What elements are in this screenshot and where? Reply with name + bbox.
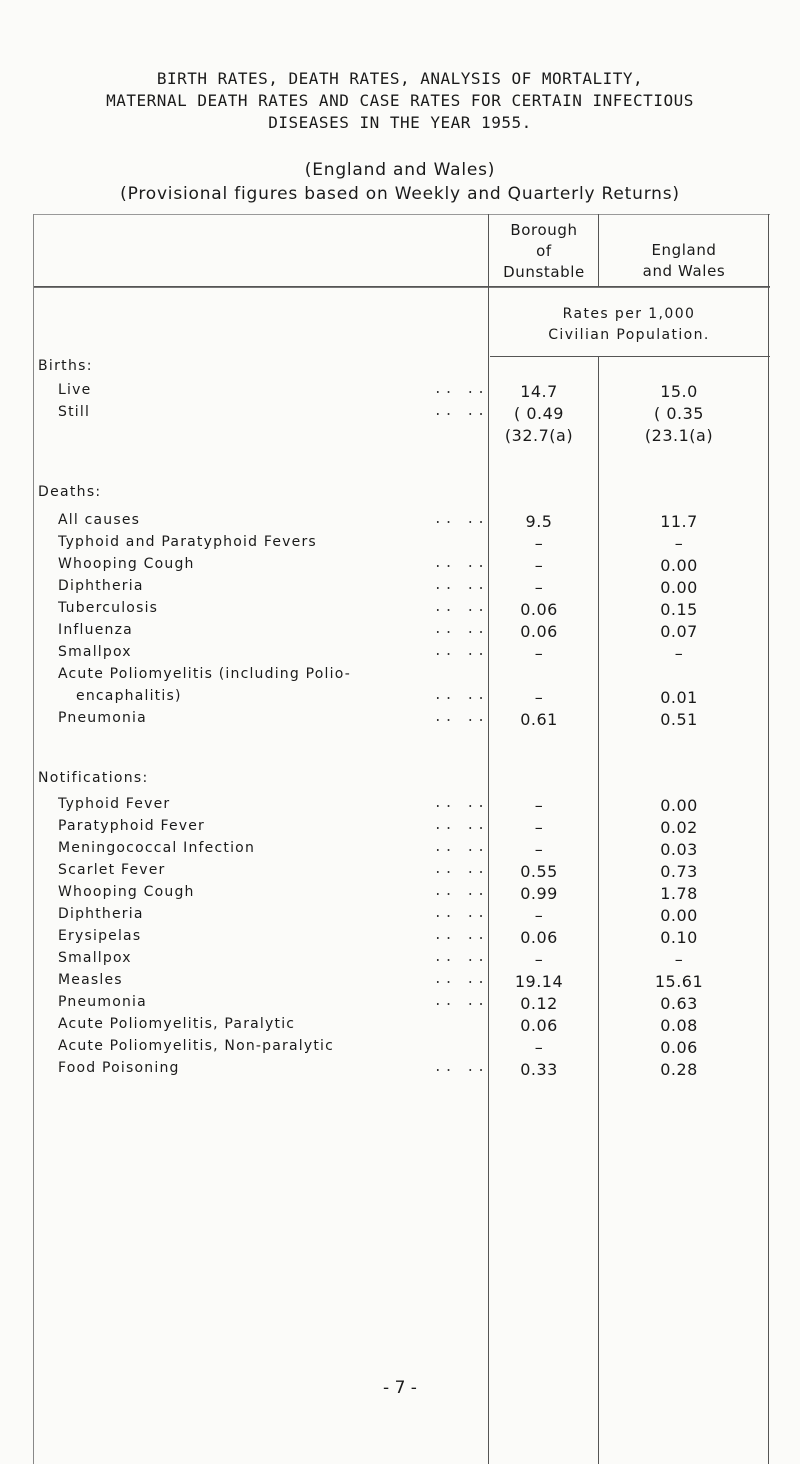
table-row: [0, 994, 800, 1016]
england-value: 0.00: [660, 796, 698, 815]
row-label: Smallpox: [58, 950, 132, 966]
table-row: [0, 796, 800, 818]
dunstable-value: 0.55: [520, 862, 558, 881]
england-value: 0.28: [660, 1060, 698, 1079]
table-row: [0, 884, 800, 906]
leader-dots: .. ..: [433, 862, 488, 877]
page-number: - 7 -: [383, 1378, 417, 1398]
row-label: encaphalitis): [76, 688, 182, 704]
table-row: [0, 578, 800, 600]
table-row: [0, 862, 800, 884]
leader-dots: .. ..: [433, 512, 488, 527]
title-line-3: DISEASES IN THE YEAR 1955.: [268, 113, 532, 132]
header-rates: [490, 304, 768, 346]
table-row: [0, 666, 800, 688]
england-value: ( 0.35: [654, 404, 704, 423]
title-line-2: MATERNAL DEATH RATES AND CASE RATES FOR CERTAIN INFECTIOUS: [106, 91, 694, 110]
leader-dots: .. ..: [433, 578, 488, 593]
england-value: 15.61: [654, 972, 704, 991]
leader-dots: .. ..: [433, 600, 488, 615]
leader-dots: .. ..: [433, 818, 488, 833]
table-row: [0, 426, 800, 448]
row-label: Typhoid and Paratyphoid Fevers: [58, 534, 317, 550]
rule-rates: [490, 356, 770, 357]
dunstable-value: 0.33: [520, 1060, 558, 1079]
dunstable-value: 0.06: [520, 600, 558, 619]
dunstable-value: 9.5: [525, 512, 553, 531]
england-value: 0.00: [660, 578, 698, 597]
table-row: [0, 382, 800, 404]
rule-top-2: [33, 287, 770, 288]
england-value: 0.15: [660, 600, 698, 619]
row-label: Acute Poliomyelitis, Paralytic: [58, 1016, 296, 1032]
row-label: Tuberculosis: [58, 600, 159, 616]
table-row: [0, 600, 800, 622]
dunstable-value: –: [534, 840, 544, 859]
table-row: [0, 840, 800, 862]
england-value: 0.02: [660, 818, 698, 837]
row-label: Pneumonia: [58, 710, 147, 726]
dunstable-value: –: [534, 578, 544, 597]
dunstable-value: ( 0.49: [514, 404, 564, 423]
row-label: Diphtheria: [58, 906, 144, 922]
header-borough-line: Borough: [510, 221, 578, 239]
header-england: [600, 240, 768, 282]
dunstable-value: –: [534, 688, 544, 707]
title-line-1: BIRTH RATES, DEATH RATES, ANALYSIS OF MORTALITY,: [156, 69, 644, 88]
leader-dots: .. ..: [433, 688, 488, 703]
leader-dots: .. ..: [433, 1060, 488, 1075]
dunstable-value: (32.7(a): [504, 426, 574, 445]
dunstable-value: 0.06: [520, 928, 558, 947]
leader-dots: .. ..: [433, 556, 488, 571]
england-value: –: [674, 644, 684, 663]
table-row: [0, 1016, 800, 1038]
england-value: 0.01: [660, 688, 698, 707]
leader-dots: .. ..: [433, 906, 488, 921]
dunstable-value: –: [534, 534, 544, 553]
row-label: Scarlet Fever: [58, 862, 166, 878]
row-label: Whooping Cough: [58, 884, 195, 900]
dunstable-value: 0.12: [520, 994, 558, 1013]
row-label: Acute Poliomyelitis, Non-paralytic: [58, 1038, 335, 1054]
dunstable-value: –: [534, 1038, 544, 1057]
rule-col2-head: [598, 214, 599, 286]
england-value: 0.00: [660, 906, 698, 925]
leader-dots: .. ..: [433, 884, 488, 899]
leader-dots: .. ..: [433, 994, 488, 1009]
row-label: Food Poisoning: [58, 1060, 180, 1076]
england-value: 0.08: [660, 1016, 698, 1035]
row-label: All causes: [58, 512, 141, 528]
leader-dots: .. ..: [433, 928, 488, 943]
leader-dots: .. ..: [433, 622, 488, 637]
england-value: –: [674, 950, 684, 969]
row-label: Meningococcal Infection: [58, 840, 256, 856]
dunstable-value: 0.99: [520, 884, 558, 903]
table-row: [0, 972, 800, 994]
table-row: [0, 404, 800, 426]
row-label: Still: [58, 404, 91, 420]
leader-dots: .. ..: [433, 710, 488, 725]
header-borough: [490, 220, 598, 283]
england-value: 0.07: [660, 622, 698, 641]
england-value: 0.73: [660, 862, 698, 881]
dunstable-value: 0.06: [520, 622, 558, 641]
leader-dots: .. ..: [433, 972, 488, 987]
leader-dots: .. ..: [433, 644, 488, 659]
table-row: [0, 928, 800, 950]
table-row: [0, 906, 800, 928]
england-value: 0.06: [660, 1038, 698, 1057]
row-label: Live: [58, 382, 92, 398]
dunstable-value: 0.06: [520, 1016, 558, 1035]
section-heading-births: Births:: [38, 358, 93, 374]
row-label: Typhoid Fever: [58, 796, 171, 812]
header-rates-line: Rates per 1,000: [562, 306, 696, 322]
section-heading-deaths: Deaths:: [38, 484, 102, 500]
table-row: [0, 818, 800, 840]
subtitle-source: (Provisional figures based on Weekly and Quarterly Returns): [120, 184, 680, 204]
england-value: –: [674, 534, 684, 553]
leader-dots: .. ..: [433, 796, 488, 811]
england-value: 11.7: [660, 512, 698, 531]
leader-dots: .. ..: [433, 404, 488, 419]
row-label: Erysipelas: [58, 928, 142, 944]
row-label: Diphtheria: [58, 578, 144, 594]
dunstable-value: –: [534, 556, 544, 575]
england-value: 0.10: [660, 928, 698, 947]
england-value: 15.0: [660, 382, 698, 401]
table-row: [0, 622, 800, 644]
header-england-line: and Wales: [642, 262, 726, 280]
dunstable-value: –: [534, 644, 544, 663]
table-row: [0, 534, 800, 556]
row-label: Pneumonia: [58, 994, 147, 1010]
dunstable-value: 0.61: [520, 710, 558, 729]
dunstable-value: –: [534, 950, 544, 969]
england-value: (23.1(a): [644, 426, 714, 445]
rule-head: [33, 214, 770, 215]
row-label: Measles: [58, 972, 123, 988]
row-label: Paratyphoid Fever: [58, 818, 206, 834]
subtitle-region: (England and Wales): [304, 160, 496, 180]
table-row: [0, 710, 800, 732]
table-row: [0, 1038, 800, 1060]
leader-dots: .. ..: [433, 382, 488, 397]
england-value: 1.78: [660, 884, 698, 903]
leader-dots: .. ..: [433, 840, 488, 855]
dunstable-value: 14.7: [520, 382, 558, 401]
row-label: Acute Poliomyelitis (including Polio-: [58, 666, 351, 682]
table-row: [0, 512, 800, 534]
section-heading-notifications: Notifications:: [38, 770, 149, 786]
table-row: [0, 1060, 800, 1082]
leader-dots: .. ..: [433, 950, 488, 965]
row-label: Smallpox: [58, 644, 132, 660]
header-borough-line: Dunstable: [503, 263, 585, 281]
england-value: 0.51: [660, 710, 698, 729]
england-value: 0.63: [660, 994, 698, 1013]
header-borough-line: of: [536, 242, 552, 260]
dunstable-value: 19.14: [514, 972, 564, 991]
table-row: [0, 644, 800, 666]
table-row: [0, 688, 800, 710]
dunstable-value: –: [534, 796, 544, 815]
dunstable-value: –: [534, 818, 544, 837]
england-value: 0.00: [660, 556, 698, 575]
row-label: Whooping Cough: [58, 556, 195, 572]
row-label: Influenza: [58, 622, 133, 638]
table-row: [0, 556, 800, 578]
header-rates-line: Civilian Population.: [548, 327, 710, 343]
dunstable-value: –: [534, 906, 544, 925]
table-row: [0, 950, 800, 972]
header-england-line: England: [651, 241, 717, 259]
england-value: 0.03: [660, 840, 698, 859]
